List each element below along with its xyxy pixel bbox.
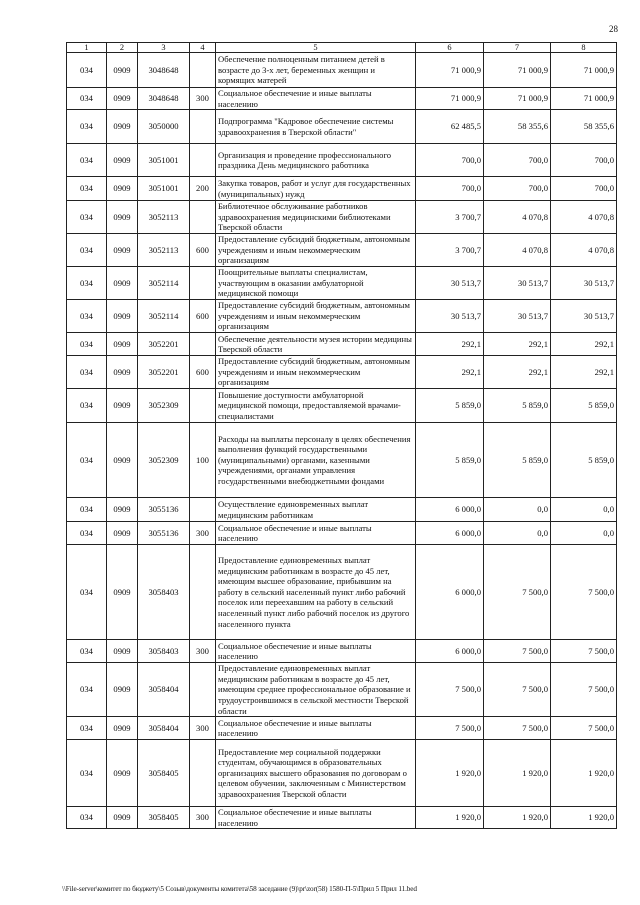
amount-year3-cell: 7 500,0: [551, 663, 617, 717]
table-row: [67, 333, 617, 356]
amount-year2-cell: 5 859,0: [484, 389, 551, 423]
section-code-cell: 0909: [107, 389, 138, 423]
amount-year1-cell: 30 513,7: [416, 300, 484, 333]
table-row: [67, 663, 617, 717]
section-code-cell: 0909: [107, 201, 138, 234]
description-cell: Предоставление единовременных выплат медицинским работникам в возрасте до 45 лет, имеющим высшее образование, прибывшим на работу в сельский населенный пункт либо рабочий поселок или переехавшим на работу в сельский населенный пункт либо рабочий поселок из другого населенного пункта: [216, 545, 416, 640]
description-cell: Обеспечение деятельности музея истории медицины Тверской области: [216, 333, 416, 356]
expense-type-cell: 600: [190, 356, 216, 389]
amount-year2-cell: 4 070,8: [484, 234, 551, 267]
table-row: [67, 356, 617, 389]
amount-year2-cell: 30 513,7: [484, 300, 551, 333]
amount-year3-cell: 30 513,7: [551, 300, 617, 333]
amount-year3-cell: 4 070,8: [551, 234, 617, 267]
article-code-cell: 3055136: [138, 498, 190, 522]
section-code-cell: 0909: [107, 144, 138, 177]
amount-year1-cell: 3 700,7: [416, 234, 484, 267]
ministry-code-cell: 034: [67, 267, 107, 300]
amount-year2-cell: 1 920,0: [484, 740, 551, 807]
expense-type-cell: [190, 498, 216, 522]
article-code-cell: 3051001: [138, 177, 190, 201]
amount-year2-cell: 700,0: [484, 177, 551, 201]
expense-type-cell: 300: [190, 717, 216, 740]
table-row: [67, 53, 617, 88]
table-row: [67, 300, 617, 333]
amount-year2-cell: 0,0: [484, 498, 551, 522]
amount-year1-cell: 6 000,0: [416, 640, 484, 663]
amount-year1-cell: 700,0: [416, 177, 484, 201]
section-code-cell: 0909: [107, 640, 138, 663]
column-header: 3: [138, 43, 190, 53]
amount-year3-cell: 1 920,0: [551, 807, 617, 829]
description-cell: Предоставление субсидий бюджетным, автономным учреждениям и иным некоммерческим организациям: [216, 356, 416, 389]
article-code-cell: 3058404: [138, 717, 190, 740]
amount-year2-cell: 0,0: [484, 522, 551, 545]
amount-year1-cell: 292,1: [416, 333, 484, 356]
expense-type-cell: [190, 267, 216, 300]
amount-year2-cell: 7 500,0: [484, 545, 551, 640]
amount-year1-cell: 6 000,0: [416, 545, 484, 640]
expense-type-cell: 300: [190, 88, 216, 110]
expense-type-cell: 300: [190, 522, 216, 545]
amount-year3-cell: 5 859,0: [551, 389, 617, 423]
column-header: 7: [484, 43, 551, 53]
ministry-code-cell: 034: [67, 88, 107, 110]
ministry-code-cell: 034: [67, 522, 107, 545]
table-row: [67, 545, 617, 640]
amount-year3-cell: 700,0: [551, 144, 617, 177]
article-code-cell: 3052114: [138, 300, 190, 333]
expense-type-cell: [190, 545, 216, 640]
description-cell: Организация и проведение профессионального праздника День медицинского работника: [216, 144, 416, 177]
article-code-cell: 3055136: [138, 522, 190, 545]
description-cell: Социальное обеспечение и иные выплаты населению: [216, 717, 416, 740]
section-code-cell: 0909: [107, 110, 138, 144]
table-row: [67, 177, 617, 201]
section-code-cell: 0909: [107, 88, 138, 110]
article-code-cell: 3058403: [138, 545, 190, 640]
amount-year1-cell: 71 000,9: [416, 53, 484, 88]
article-code-cell: 3050000: [138, 110, 190, 144]
amount-year1-cell: 3 700,7: [416, 201, 484, 234]
article-code-cell: 3052114: [138, 267, 190, 300]
description-cell: Подпрограмма "Кадровое обеспечение системы здравоохранения в Тверской области": [216, 110, 416, 144]
amount-year1-cell: 71 000,9: [416, 88, 484, 110]
table-row: [67, 88, 617, 110]
file-path-footer: \\File-server\комитет по бюджету\5 Созыв\документы комитета\58 заседание (9)\pr\zor(58) 1580-П-5\Прил 5 Прил 11.bed: [62, 885, 417, 893]
description-cell: Повышение доступности амбулаторной медицинской помощи, предоставляемой врачами-специалистами: [216, 389, 416, 423]
ministry-code-cell: 034: [67, 356, 107, 389]
article-code-cell: 3051001: [138, 144, 190, 177]
amount-year2-cell: 71 000,9: [484, 53, 551, 88]
article-code-cell: 3048648: [138, 88, 190, 110]
table-row: [67, 522, 617, 545]
table-row: [67, 234, 617, 267]
amount-year2-cell: 7 500,0: [484, 717, 551, 740]
ministry-code-cell: 034: [67, 640, 107, 663]
ministry-code-cell: 034: [67, 53, 107, 88]
amount-year1-cell: 7 500,0: [416, 717, 484, 740]
article-code-cell: 3052309: [138, 423, 190, 498]
amount-year2-cell: 7 500,0: [484, 640, 551, 663]
section-code-cell: 0909: [107, 740, 138, 807]
section-code-cell: 0909: [107, 807, 138, 829]
description-cell: Предоставление субсидий бюджетным, автономным учреждениям и иным некоммерческим организациям: [216, 234, 416, 267]
amount-year1-cell: 700,0: [416, 144, 484, 177]
amount-year3-cell: 71 000,9: [551, 88, 617, 110]
amount-year3-cell: 700,0: [551, 177, 617, 201]
amount-year2-cell: 292,1: [484, 356, 551, 389]
article-code-cell: 3052113: [138, 201, 190, 234]
amount-year3-cell: 0,0: [551, 498, 617, 522]
table-row: [67, 267, 617, 300]
expense-type-cell: 300: [190, 640, 216, 663]
expense-type-cell: [190, 333, 216, 356]
table-row: [67, 740, 617, 807]
amount-year2-cell: 7 500,0: [484, 663, 551, 717]
ministry-code-cell: 034: [67, 423, 107, 498]
expense-type-cell: [190, 389, 216, 423]
description-cell: Поощрительные выплаты специалистам, участвующим в оказании амбулаторной медицинской помощи: [216, 267, 416, 300]
article-code-cell: 3052113: [138, 234, 190, 267]
description-cell: Осуществление единовременных выплат медицинским работникам: [216, 498, 416, 522]
amount-year2-cell: 292,1: [484, 333, 551, 356]
budget-table: [66, 42, 617, 829]
expense-type-cell: 600: [190, 300, 216, 333]
ministry-code-cell: 034: [67, 201, 107, 234]
amount-year3-cell: 4 070,8: [551, 201, 617, 234]
amount-year2-cell: 4 070,8: [484, 201, 551, 234]
table-row: [67, 498, 617, 522]
page-number: 28: [609, 24, 618, 34]
article-code-cell: 3058405: [138, 740, 190, 807]
amount-year3-cell: 1 920,0: [551, 740, 617, 807]
article-code-cell: 3052309: [138, 389, 190, 423]
ministry-code-cell: 034: [67, 389, 107, 423]
amount-year3-cell: 7 500,0: [551, 717, 617, 740]
table-row: [67, 717, 617, 740]
article-code-cell: 3058404: [138, 663, 190, 717]
expense-type-cell: [190, 201, 216, 234]
amount-year1-cell: 1 920,0: [416, 740, 484, 807]
table-row: [67, 423, 617, 498]
description-cell: Закупка товаров, работ и услуг для государственных (муниципальных) нужд: [216, 177, 416, 201]
expense-type-cell: 600: [190, 234, 216, 267]
amount-year3-cell: 292,1: [551, 356, 617, 389]
ministry-code-cell: 034: [67, 144, 107, 177]
ministry-code-cell: 034: [67, 234, 107, 267]
amount-year3-cell: 292,1: [551, 333, 617, 356]
header-row: [67, 43, 617, 53]
description-cell: Социальное обеспечение и иные выплаты населению: [216, 807, 416, 829]
amount-year3-cell: 5 859,0: [551, 423, 617, 498]
amount-year2-cell: 58 355,6: [484, 110, 551, 144]
section-code-cell: 0909: [107, 333, 138, 356]
column-header: 2: [107, 43, 138, 53]
ministry-code-cell: 034: [67, 110, 107, 144]
amount-year3-cell: 7 500,0: [551, 640, 617, 663]
amount-year1-cell: 5 859,0: [416, 389, 484, 423]
table-row: [67, 640, 617, 663]
amount-year1-cell: 62 485,5: [416, 110, 484, 144]
section-code-cell: 0909: [107, 522, 138, 545]
article-code-cell: 3052201: [138, 333, 190, 356]
amount-year2-cell: 5 859,0: [484, 423, 551, 498]
amount-year1-cell: 6 000,0: [416, 498, 484, 522]
amount-year3-cell: 71 000,9: [551, 53, 617, 88]
expense-type-cell: [190, 110, 216, 144]
column-header: 8: [551, 43, 617, 53]
table-row: [67, 807, 617, 829]
amount-year1-cell: 5 859,0: [416, 423, 484, 498]
section-code-cell: 0909: [107, 177, 138, 201]
expense-type-cell: 100: [190, 423, 216, 498]
expense-type-cell: [190, 740, 216, 807]
article-code-cell: 3048648: [138, 53, 190, 88]
amount-year3-cell: 0,0: [551, 522, 617, 545]
description-cell: Социальное обеспечение и иные выплаты населению: [216, 522, 416, 545]
section-code-cell: 0909: [107, 545, 138, 640]
ministry-code-cell: 034: [67, 807, 107, 829]
amount-year2-cell: 30 513,7: [484, 267, 551, 300]
article-code-cell: 3052201: [138, 356, 190, 389]
section-code-cell: 0909: [107, 356, 138, 389]
ministry-code-cell: 034: [67, 545, 107, 640]
ministry-code-cell: 034: [67, 663, 107, 717]
table-row: [67, 201, 617, 234]
ministry-code-cell: 034: [67, 300, 107, 333]
ministry-code-cell: 034: [67, 177, 107, 201]
amount-year1-cell: 7 500,0: [416, 663, 484, 717]
ministry-code-cell: 034: [67, 333, 107, 356]
section-code-cell: 0909: [107, 267, 138, 300]
section-code-cell: 0909: [107, 53, 138, 88]
amount-year3-cell: 30 513,7: [551, 267, 617, 300]
description-cell: Библиотечное обслуживание работников здравоохранения медицинскими библиотеками Тверской области: [216, 201, 416, 234]
section-code-cell: 0909: [107, 498, 138, 522]
ministry-code-cell: 034: [67, 717, 107, 740]
description-cell: Расходы на выплаты персоналу в целях обеспечения выполнения функций государственными (муниципальными) органами, казенными учреждениями, органами управления государственными внебюджетными фондами: [216, 423, 416, 498]
section-code-cell: 0909: [107, 717, 138, 740]
section-code-cell: 0909: [107, 234, 138, 267]
amount-year3-cell: 58 355,6: [551, 110, 617, 144]
expense-type-cell: [190, 663, 216, 717]
table-row: [67, 144, 617, 177]
amount-year2-cell: 700,0: [484, 144, 551, 177]
article-code-cell: 3058405: [138, 807, 190, 829]
description-cell: Предоставление субсидий бюджетным, автономным учреждениям и иным некоммерческим организациям: [216, 300, 416, 333]
description-cell: Предоставление единовременных выплат медицинским работникам в возрасте до 45 лет, имеющим среднее профессиональное образование и трудоустроившимся в сельской местности Тверской области: [216, 663, 416, 717]
column-header: 4: [190, 43, 216, 53]
amount-year1-cell: 292,1: [416, 356, 484, 389]
amount-year1-cell: 6 000,0: [416, 522, 484, 545]
section-code-cell: 0909: [107, 663, 138, 717]
amount-year2-cell: 71 000,9: [484, 88, 551, 110]
table-row: [67, 389, 617, 423]
amount-year2-cell: 1 920,0: [484, 807, 551, 829]
amount-year1-cell: 1 920,0: [416, 807, 484, 829]
column-header: 6: [416, 43, 484, 53]
description-cell: Обеспечение полноценным питанием детей в возрасте до 3-х лет, беременных женщин и кормящих матерей: [216, 53, 416, 88]
expense-type-cell: [190, 53, 216, 88]
expense-type-cell: 200: [190, 177, 216, 201]
column-header: 5: [216, 43, 416, 53]
section-code-cell: 0909: [107, 423, 138, 498]
expense-type-cell: [190, 144, 216, 177]
ministry-code-cell: 034: [67, 498, 107, 522]
expense-type-cell: 300: [190, 807, 216, 829]
amount-year3-cell: 7 500,0: [551, 545, 617, 640]
article-code-cell: 3058403: [138, 640, 190, 663]
table-row: [67, 110, 617, 144]
description-cell: Социальное обеспечение и иные выплаты населению: [216, 88, 416, 110]
description-cell: Социальное обеспечение и иные выплаты населению: [216, 640, 416, 663]
description-cell: Предоставление мер социальной поддержки студентам, обучающимся в образовательных организациях высшего образования по договорам о целевом обучении, заключенным с Министерством здравоохранения Тверской области: [216, 740, 416, 807]
section-code-cell: 0909: [107, 300, 138, 333]
column-header: 1: [67, 43, 107, 53]
ministry-code-cell: 034: [67, 740, 107, 807]
amount-year1-cell: 30 513,7: [416, 267, 484, 300]
